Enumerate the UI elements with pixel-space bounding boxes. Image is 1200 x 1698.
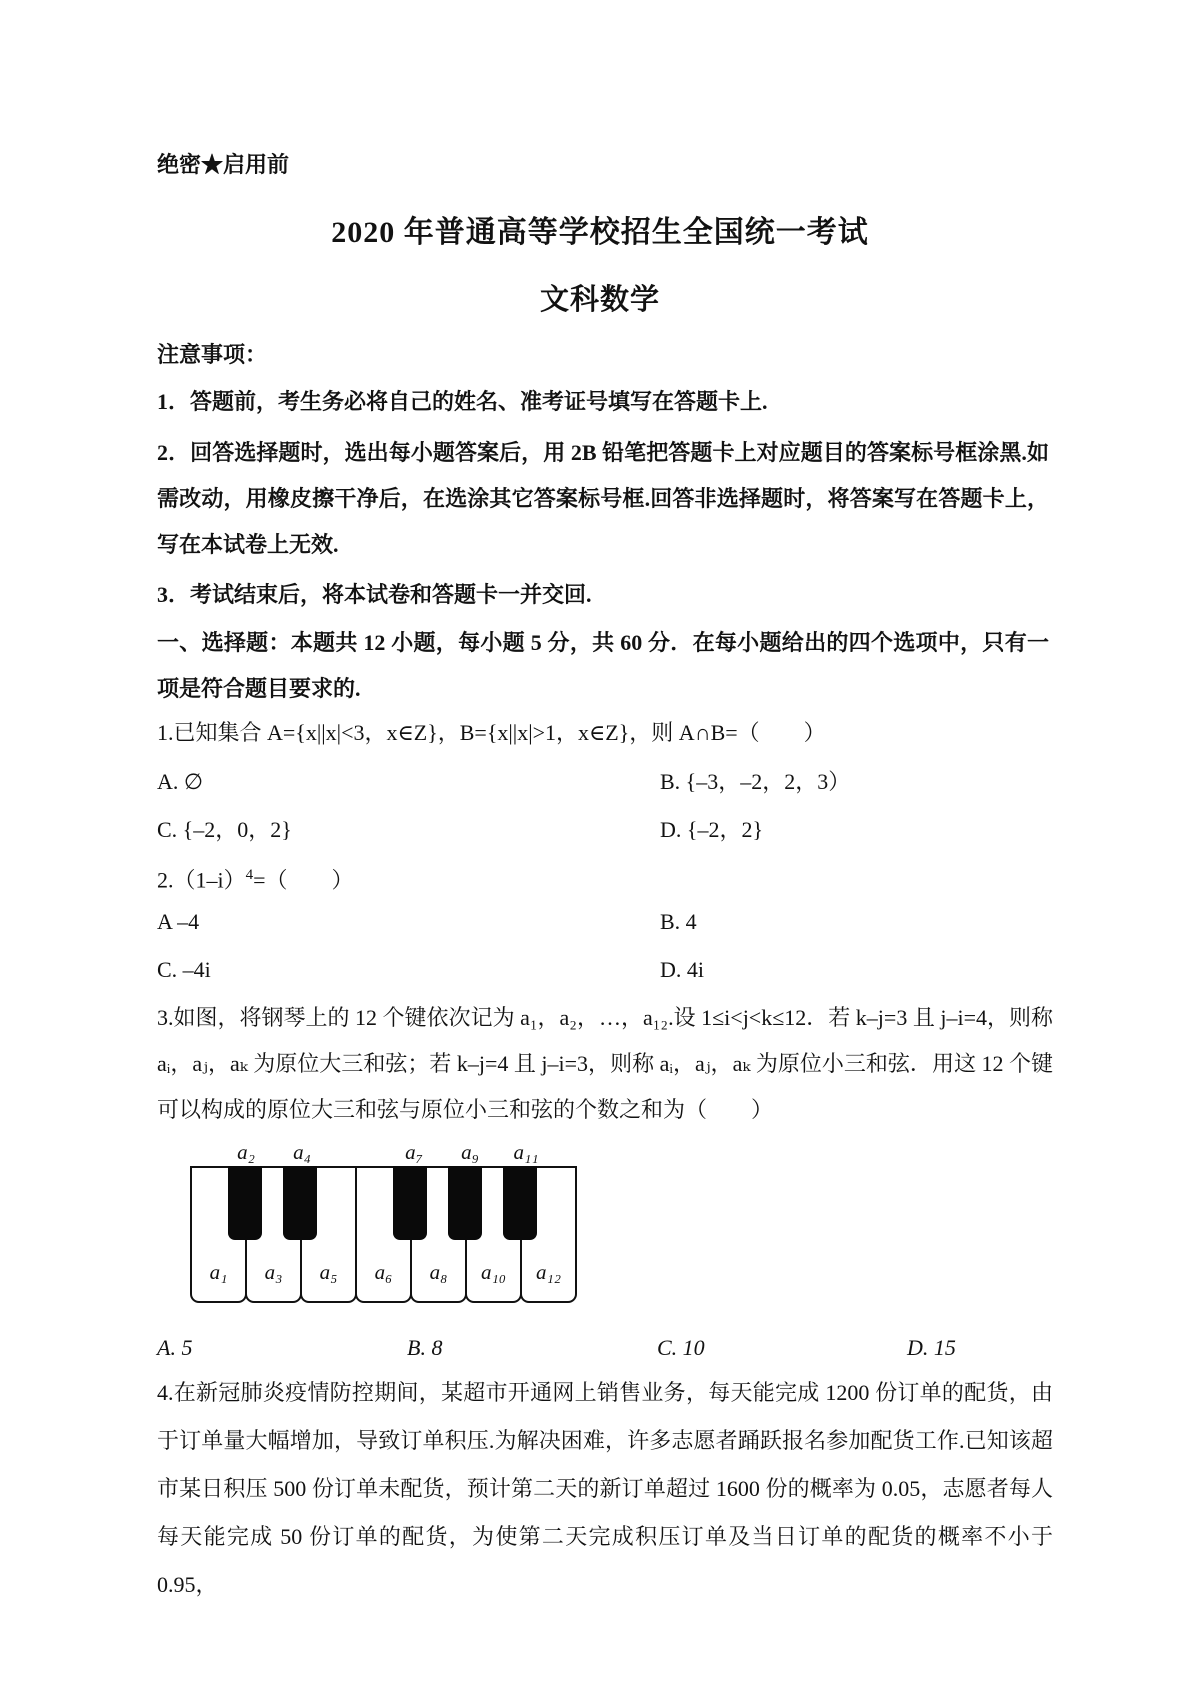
q1-stem: 1.已知集合 A={x||x|<3，x∈Z}，B={x||x|>1，x∈Z}，则 A∩B=（ ）: [157, 720, 826, 745]
notice-item-3: 3．考试结束后，将本试卷和答题卡一并交回.: [157, 582, 592, 607]
q1-option-b: B. {–3，–2，2，3）: [660, 769, 851, 794]
q2-stem-rest: =（ ）: [253, 867, 354, 893]
q1-options-row-2: [157, 816, 763, 844]
piano-keys: [190, 1166, 582, 1303]
black-key-label-a7: a₇: [405, 1140, 423, 1164]
notice-item-1: 1．答题前，考生务必将自己的姓名、准考证号填写在答题卡上.: [157, 389, 768, 414]
black-key-label-a9: a₉: [461, 1140, 479, 1164]
notice-heading: 注意事项：: [157, 342, 268, 367]
notice-item-2: 2．回答选择题时，选出每小题答案后，用 2B 铅笔把答题卡上对应题目的答案标号框涂黑.如需改动，用橡皮擦干净后，在选涂其它答案标号框.回答非选择题时，将答案写在答题卡上，写在本试卷上无效.: [157, 440, 1049, 557]
q2-option-a: A –4: [157, 909, 200, 934]
black-key-label-a4: a₄: [293, 1140, 311, 1164]
q2-option-d: D. 4i: [660, 957, 704, 982]
classification-label: 绝密★启用前: [157, 152, 290, 177]
section-one-heading: 一、选择题：本题共 12 小题，每小题 5 分，共 60 分．在每小题给出的四个选项中，只有一项是符合题目要求的.: [157, 630, 1049, 701]
white-key-label-a3: a₃: [264, 1260, 283, 1284]
black-key-a7: [393, 1166, 427, 1240]
q2-options-row-1: [157, 908, 697, 936]
black-key-a9: [448, 1166, 482, 1240]
q3-option-b: B. 8: [407, 1335, 443, 1360]
page-subtitle: 文科数学: [539, 284, 660, 316]
white-key-label-a1: a₁: [209, 1260, 228, 1284]
white-key-label-a6: a₆: [374, 1260, 393, 1284]
page-title: 2020 年普通高等学校招生全国统一考试: [331, 216, 869, 249]
q1-options-row-1: [157, 768, 850, 796]
q2-stem-exponent: 4: [245, 867, 254, 883]
q1-option-a: A. ∅: [157, 769, 204, 794]
q3-option-a: A. 5: [157, 1335, 193, 1360]
piano-keyboard-diagram: [190, 1140, 582, 1303]
q3-option-c: C. 10: [657, 1335, 705, 1360]
white-key-label-a5: a₅: [319, 1260, 338, 1284]
q2-stem: [157, 859, 354, 896]
q2-stem-base: 2.（1–i）: [157, 867, 246, 893]
q2-options-row-2: [157, 956, 704, 984]
q2-option-b: B. 4: [660, 909, 697, 934]
q1-option-d: D. {–2，2}: [660, 817, 764, 842]
black-key-label-a2: a₂: [237, 1140, 255, 1164]
black-key-a4: [283, 1166, 317, 1240]
piano-black-key-labels: [190, 1140, 582, 1166]
black-key-a2: [228, 1166, 262, 1240]
q3-option-d: D. 15: [907, 1335, 956, 1360]
q1-option-c: C. {–2，0，2}: [157, 817, 292, 842]
q2-option-c: C. –4i: [157, 957, 211, 982]
white-key-label-a12: a₁₂: [535, 1260, 562, 1284]
q4-stem: 4.在新冠肺炎疫情防控期间，某超市开通网上销售业务，每天能完成 1200 份订单的配货，由于订单量大幅增加，导致订单积压.为解决困难，许多志愿者踊跃报名参加配货工作.已知该超市某日积压 500 份订单未配货，预计第二天的新订单超过 1600 份的概率为 0.05，志愿者每人每天能完成 50 份订单的配货，为使第二天完成积压订单及当日订单的配货的概率不小于 0.95，: [157, 1380, 1053, 1597]
black-key-label-a11: a₁₁: [513, 1140, 539, 1164]
white-key-label-a8: a₈: [429, 1260, 448, 1284]
q3-stem: 3.如图，将钢琴上的 12 个键依次记为 a₁，a₂，…，a₁₂.设 1≤i<j<k≤12．若 k–j=3 且 j–i=4，则称 aᵢ，aⱼ，aₖ 为原位大三和弦；若 k–j=4 且 j–i=3，则称 aᵢ，aⱼ，aₖ 为原位小三和弦．用这 12 个键可以构成的原位大三和弦与原位小三和弦的个数之和为（ ）: [157, 1005, 1053, 1122]
black-key-a11: [503, 1166, 537, 1240]
white-key-label-a10: a₁₀: [480, 1260, 507, 1284]
q3-options-row: [157, 1334, 956, 1362]
